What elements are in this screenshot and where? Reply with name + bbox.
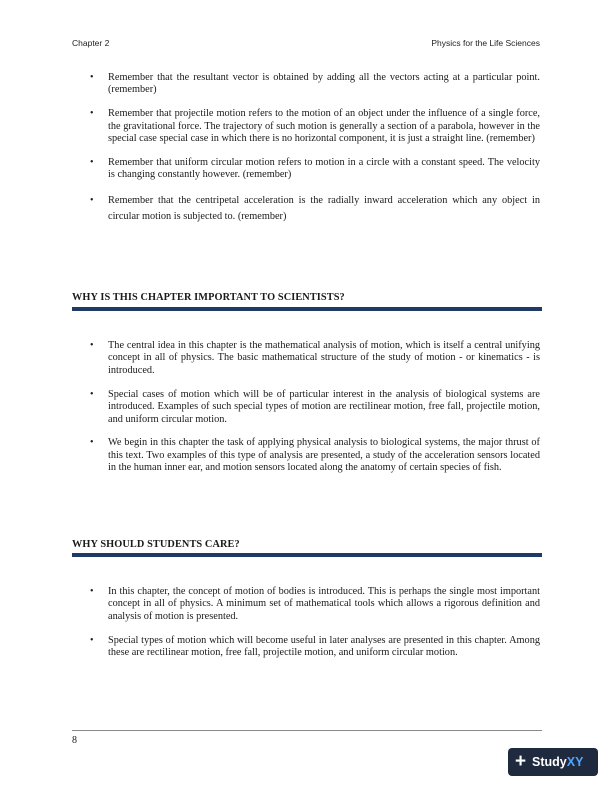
section-heading-students: WHY SHOULD STUDENTS CARE?: [72, 539, 240, 550]
bullet-icon: •: [90, 340, 94, 351]
bullet-icon: •: [90, 108, 94, 120]
bullet-text: Remember that projectile motion refers to the motion of an object under the influence of a single force, the gravitational force. The trajectory of such motion is generally a section of a parabola, however in the special case special case in which there is no horizontal component, it is just a straight line. (remember): [108, 108, 540, 145]
logo-text: StudyXY: [532, 755, 584, 769]
bullet-text: Remember that uniform circular motion refers to motion in a circle with a constant speed. The velocity is changing constantly however. (remember): [108, 157, 540, 181]
bullet-text: Remember that the centripetal acceleration is the radially inward acceleration which any object in circular motion is subjected to. (remember): [108, 195, 540, 223]
scientists-bullet-list: [72, 340, 540, 486]
bullet-icon: •: [90, 72, 94, 83]
bullet-text: Remember that the resultant vector is obtained by adding all the vectors acting at a particular point. (remember): [108, 72, 540, 96]
bullet-icon: •: [90, 634, 94, 646]
list-item: [72, 635, 540, 660]
studyxy-logo[interactable]: [508, 748, 598, 776]
section-heading-scientists: WHY IS THIS CHAPTER IMPORTANT TO SCIENTISTS?: [72, 292, 345, 303]
list-item: [72, 157, 540, 182]
bullet-icon: •: [90, 388, 94, 400]
section-rule: [72, 307, 542, 311]
bullet-text: In this chapter, the concept of motion of bodies is introduced. This is perhaps the single most important concept in all of physics. A minimum set of mathematical tools which allows a rigorous definition and analysis of motion is presented.: [108, 586, 540, 622]
list-item: [72, 389, 540, 426]
bullet-icon: •: [90, 437, 94, 449]
bullet-icon: •: [90, 157, 94, 169]
students-bullet-list: [72, 586, 540, 671]
page-header: [72, 38, 540, 52]
header-chapter: Chapter 2: [72, 38, 110, 48]
bullet-text: We begin in this chapter the task of applying physical analysis to biological systems, the major thrust of this text. Two examples of this type of analysis are presented, a study of the acceleration sensors located in the human inner ear, and motion sensors located along the anatomy of certain species of fish.: [108, 437, 540, 474]
section-rule: [72, 553, 542, 557]
bullet-icon: •: [90, 195, 94, 207]
header-book-title: Physics for the Life Sciences: [431, 38, 540, 48]
footer-divider: [72, 730, 542, 731]
list-item: [72, 340, 540, 377]
page-number: 8: [72, 735, 77, 746]
list-item: [72, 586, 540, 623]
list-item: [72, 108, 540, 145]
bullet-text: The central idea in this chapter is the mathematical analysis of motion, which is itself a central unifying concept in all of physics. The basic mathematical structure of the study of motion - or kinematics - is introduced.: [108, 340, 540, 376]
bullet-text: Special cases of motion which will be of particular interest in the analysis of biological systems are introduced. Examples of such special types of motion are rectilinear motion, free fall, projectile motion, and uniform circular motion.: [108, 388, 540, 425]
bullet-icon: •: [90, 586, 94, 597]
list-item: [72, 437, 540, 474]
bullet-text: Special types of motion which will become useful in later analyses are presented in this chapter. Among these are rectilinear motion, free fall, projectile motion, and uniform circular motion.: [108, 634, 540, 659]
list-item: [72, 193, 540, 225]
top-bullet-list: [72, 72, 540, 237]
list-item: [72, 72, 540, 97]
plus-icon: +: [515, 751, 527, 772]
